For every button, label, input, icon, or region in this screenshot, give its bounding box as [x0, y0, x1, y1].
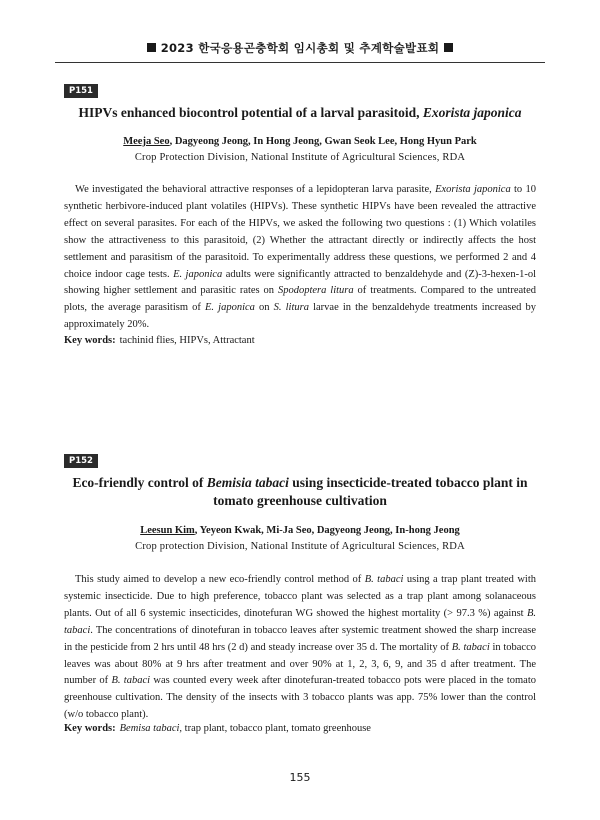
abstract-title: Eco-friendly control of Bemisia tabaci using insecticide-treated tobacco plant in tomato greenhouse cultivation — [72, 475, 528, 508]
abstract-body: This study aimed to develop a new eco-friendly control method of B. tabaci using a trap plant treated with systemic insecticide. Due to high preference, tobacco plant was selected as a trap plant among solanaceous plants. Out of all 6 systemic insecticides, dinotefuran WG showed the highest mortality (> 97.3 %) against B. tabaci. The concentrations of dinotefuran in tobacco leaves after systemic treatment showed the sharp increase in the pesticide from 2 hrs until 48 hrs (2 d) and steady increase over 35 d. The mortality of B. tabaci in tobacco leaves was about 80% at 9 hrs after treatment and over 90% at 1, 2, 3, 6, 9, and 35 d after treatment. The number of B. tabaci was counted every week after dinotefuran-treated tobacco pots were placed in the tomato greenhouse cultivation. The density of the insects with 3 tobacco plants was app. 75% lower than the control (w/o tobacco plant). — [64, 574, 536, 721]
page-number: 155 — [289, 771, 311, 784]
header-rule — [55, 62, 545, 63]
abstract-id-badge: P152 — [64, 454, 98, 468]
keywords-label: Key words: — [64, 723, 116, 734]
affiliation: Crop Protection Division, National Institute of Agricultural Sciences, RDA — [134, 152, 466, 163]
square-bullet-icon — [147, 43, 156, 52]
square-bullet-icon — [444, 43, 453, 52]
abstract-id-badge: P151 — [64, 84, 98, 98]
running-header — [0, 40, 600, 56]
keywords: Key words: Bemisa tabaci, trap plant, tobacco plant, tomato greenhouse — [64, 723, 371, 734]
keywords-label: Key words: — [64, 335, 116, 346]
author-list: Leesun Kim, Yeyeon Kwak, Mi-Ja Seo, Dagyeong Jeong, In-hong Jeong — [140, 525, 460, 536]
species-name: Bemisia tabaci — [206, 475, 289, 490]
presenting-author: Meeja Seo — [123, 136, 170, 147]
keywords: Key words: tachinid flies, HIPVs, Attractant — [64, 335, 255, 346]
abstract-title: HIPVs enhanced biocontrol potential of a larval parasitoid, Exorista japonica — [78, 105, 522, 120]
author-list: Meeja Seo, Dagyeong Jeong, In Hong Jeong, Gwan Seok Lee, Hong Hyun Park — [123, 136, 477, 147]
affiliation: Crop protection Division, National Institute of Agricultural Sciences, RDA — [135, 541, 465, 552]
header-title: 2023 한국응용곤충학회 임시총회 및 추계학술발표회 — [160, 41, 440, 55]
abstract-body: We investigated the behavioral attractive responses of a lepidopteran larva parasite, Exorista japonica to 10 synthetic herbivore-induced plant volatiles (HIPVs). These synthetic HIPVs have been revealed the attractive effect on several parasites. For each of the HIPVs, we asked the following two questions : (1) Which volatiles show the attractiveness to this parasitoid, (2) Whether the attractant directly or indirectly affects the host settlement and parasitism of the parasitoid. To experimentally address these questions, we performed 2 and 4 choice indoor cage tests. E. japonica adults were significantly attracted to benzaldehyde and (Z)-3-hexen-1-ol showing higher settlement and parasitic rates on Spodoptera litura of treatments. Compared to the untreated plots, the average parasitism of E. japonica on S. litura larvae in the benzaldehyde treatments increased by approximately 20%. — [64, 184, 537, 331]
presenting-author: Leesun Kim — [140, 525, 195, 536]
species-name: Exorista japonica — [422, 105, 522, 120]
